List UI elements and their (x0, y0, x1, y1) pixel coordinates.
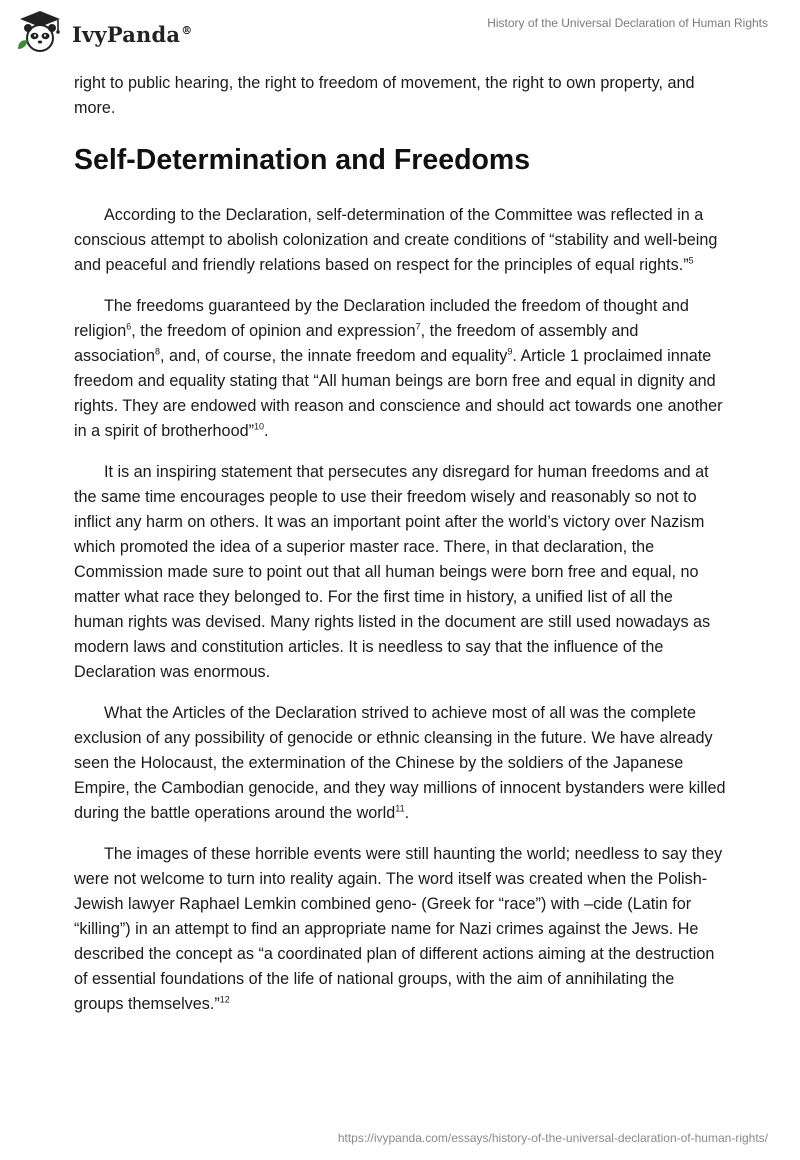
source-url[interactable]: https://ivypanda.com/essays/history-of-the-universal-declaration-of-human-rights/ (337, 1131, 768, 1145)
ivypanda-logo[interactable] (14, 8, 204, 56)
footnote-ref[interactable]: 7 (415, 321, 421, 332)
paragraph-continuation: right to public hearing, the right to freedom of movement, the right to own property, and more. (74, 74, 695, 117)
paragraph-inspiring-statement: It is an inspiring statement that persecutes any disregard for human freedoms and at the same time encourages people to use their freedom wisely and reasonably so not to inflict any harm on others. It was an important point after the world’s victory over Nazism which promoted the idea of a superior master race. There, in that declaration, the Commission made sure to point out that all human beings were born free and equal, no matter what race they belonged to. For the first time in history, a unified list of all the human rights was devised. Many rights listed in the document are still used nowadays as modern laws and constitution articles. It is needless to say that the influence of the Declaration was enormous. (74, 463, 711, 681)
panda-graduate-icon (14, 9, 66, 55)
page-header (0, 0, 800, 60)
document-title: History of the Universal Declaration of Human Rights (487, 16, 768, 30)
paragraph-self-determination: According to the Declaration, self-determination of the Committee was reflected in a conscious attempt to abolish colonization and create conditions of “stability and well-being and peaceful and friendly relations based on respect for the principles of equal rights.”$^5$ (74, 206, 718, 274)
paragraph-genocide-exclusion: What the Articles of the Declaration strived to achieve most of all was the complete exclusion of any possibility of genocide or ethnic cleansing in the future. We have already seen the Holocaust, the extermination of the Chinese by the soldiers of the Japanese Empire, the Cambodian genocide, and they way millions of innocent bystanders were killed during the battle operations around the world$^{11}$. (74, 704, 726, 822)
paragraph-freedoms: The freedoms guaranteed by the Declaration included the freedom of thought and religion$^6$, the freedom of opinion and expression$^7$, the freedom of assembly and association$^8$, and, of course, the innate freedom and equality$^9$. Article 1 proclaimed innate freedom and equality stating that “All human beings are born free and equal in dignity and rights. They are endowed with reason and conscience and should act towards one another in a spirit of brotherhood”$^{10}$. (74, 297, 723, 440)
footnote-ref[interactable]: 8 (155, 346, 161, 357)
section-heading: Self-Determination and Freedoms (74, 144, 531, 176)
footnote-ref[interactable]: 12 (219, 994, 230, 1005)
footnote-ref[interactable]: 10 (253, 421, 264, 432)
paragraph-lemkin: The images of these horrible events were still haunting the world; needless to say they were not welcome to turn into reality again. The word itself was created when the Polish-Jewish lawyer Raphael Lemkin combined geno- (Greek for “race”) with –cide (Latin for “killing”) in an attempt to find an appropriate name for Nazi crimes against the Jews. He described the concept as “a coordinated plan of different actions aiming at the destruction of essential foundations of the life of national groups, with the aim of annihilating the groups themselves.”$^{12}$ (74, 845, 723, 1013)
footnote-ref[interactable]: 6 (126, 321, 132, 332)
footnote-ref[interactable]: 5 (688, 255, 694, 266)
article-body (74, 71, 726, 1033)
footnote-ref[interactable]: 11 (395, 803, 405, 814)
footnote-ref[interactable]: 9 (507, 346, 513, 357)
logo-wordmark: IvyPanda® (72, 21, 193, 47)
